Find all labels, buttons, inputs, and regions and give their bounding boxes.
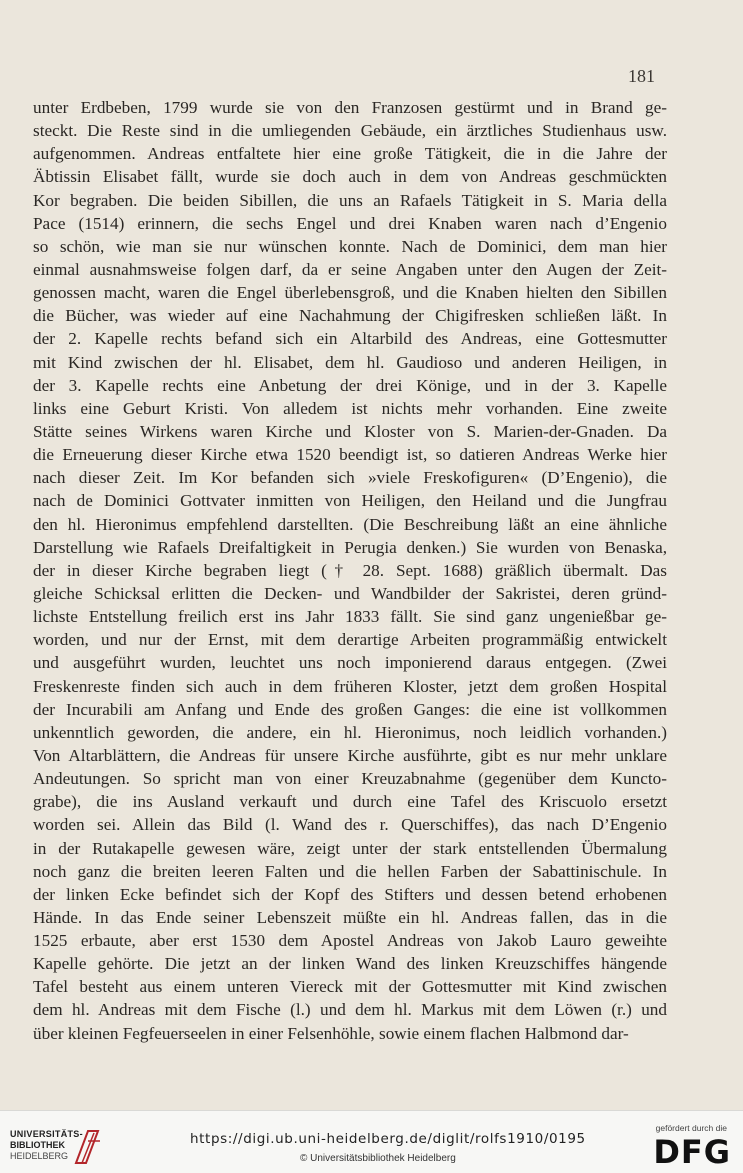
text-line: Pace (1514) erinnern, die sechs Engel und drei Knaben waren nach d’Engenio xyxy=(33,213,667,233)
library-name-line3: HEIDELBERG xyxy=(10,1151,69,1161)
text-line: der in dieser Kirche begraben liegt († 28. Sept. 1688) gräßlich übermalt. Das xyxy=(33,560,667,580)
text-line: die Erneuerung dieser Kirche etwa 1520 beendigt ist, so datieren Andreas Werke hier xyxy=(33,445,667,465)
text-line: nach de Dominici Gottvater inmitten von Heiligen, den Heiland und die Jungfrau xyxy=(33,491,667,511)
text-line: genossen macht, waren die Engel überlebensgroß, und die Knaben hielten den Sibillen xyxy=(33,283,667,303)
text-line: Stätte seines Wirkens waren Kirche und Kloster von S. Marien-der-Gnaden. Da xyxy=(33,421,667,441)
text-line: aufgenommen. Andreas entfaltete hier eine große Tätigkeit, die in die Jahre der xyxy=(33,144,667,164)
text-line: gleiche Schicksal erlitten die Decken- und Wandbilder der Sakristei, deren gründ- xyxy=(33,583,667,603)
page-number: 181 xyxy=(628,66,655,86)
funding-note: gefördert durch die xyxy=(655,1123,727,1133)
text-line: unter Erdbeben, 1799 wurde sie von den Franzosen gestürmt und in Brand ge- xyxy=(33,98,667,117)
text-line: so schön, wie man sie nur wünschen konnte. Nach de Dominici, dem man hier xyxy=(33,236,667,256)
text-line: worden, und nur der Ernst, mit dem derartige Arbeiten programmäßig entwickelt xyxy=(33,630,667,650)
text-line: einmal ausnahmsweise folgen darf, da er seine Angaben unter den Augen der Zeit- xyxy=(33,259,667,279)
text-line: die Bücher, was wieder auf eine Nachahmung der Chigifresken schließen läßt. In xyxy=(33,306,667,326)
copyright-notice: © Universitätsbibliothek Heidelberg xyxy=(300,1153,456,1164)
text-line: 1525 erbaute, aber erst 1530 dem Apostel Andreas von Jakob Lauro geweihte xyxy=(33,931,667,951)
text-line: Freskenreste finden sich auch in dem früheren Kloster, jetzt dem großen Hospital xyxy=(33,676,667,696)
text-line: den hl. Hieronimus empfehlend darstellten. (Die Beschreibung läßt an eine ähnliche xyxy=(33,514,667,534)
text-line: steckt. Die Reste sind in die umliegenden Gebäude, ein ärztliches Studienhaus usw. xyxy=(33,121,667,141)
text-line: Äbtissin Elisabet fällt, wurde sie doch auch in dem von Andreas geschmückten xyxy=(33,167,667,187)
text-line: unkenntlich geworden, die andere, ein hl. Hieronimus, noch leidlich vorhanden.) xyxy=(33,722,667,742)
text-line: der Incurabili am Anfang und Ende des großen Ganges: die eine ist vollkommen xyxy=(33,699,667,719)
text-line: nach dieser Zeit. Im Kor befanden sich »viele Freskofiguren« (D’Engenio), die xyxy=(33,468,667,488)
permalink-url[interactable]: https://digi.ub.uni-heidelberg.de/diglit/rolfs1910/0195 xyxy=(190,1131,586,1147)
text-line: Hände. In das Ende seiner Lebenszeit müßte ein hl. Andreas fallen, das in die xyxy=(33,907,667,927)
text-line: grabe), die ins Ausland verkauft und durch eine Tafel des Kriscuolo ersetzt xyxy=(33,792,667,812)
body-text xyxy=(33,96,667,1045)
text-line: dem hl. Andreas mit dem Fische (l.) und dem hl. Markus mit dem Löwen (r.) und xyxy=(33,1000,667,1020)
text-line: Kapelle gehörte. Die jetzt an der linken Wand des linken Kreuzschiffes hängende xyxy=(33,954,667,974)
text-line: der 2. Kapelle rechts befand sich ein Altarbild des Andreas, eine Gottesmutter xyxy=(33,329,667,349)
text-line: Darstellung wie Rafaels Dreifaltigkeit in Perugia denken.) Sie wurden von Benaska, xyxy=(33,537,667,557)
text-line: in der Rutakapelle gewesen wäre, zeigt unter der stark entstellenden Übermalung xyxy=(33,838,667,858)
text-line: Andeutungen. So spricht man von einer Kreuzabnahme (gegenüber dem Kuncto- xyxy=(33,769,667,789)
text-line: der 3. Kapelle rechts eine Anbetung der drei Könige, und in der 3. Kapelle xyxy=(33,375,667,395)
text-line: Von Altarblättern, die Andreas für unsere Kirche ausführte, gibt es nur mehr unklare xyxy=(33,745,667,765)
text-line: lichste Entstellung freilich erst ins Jahr 1833 fällt. Sie sind ganz ungenießbar ge- xyxy=(33,607,667,627)
library-name-line2: BIBLIOTHEK xyxy=(10,1140,65,1150)
text-line: mit Kind zwischen der hl. Elisabet, dem hl. Gaudioso und anderen Heiligen, in xyxy=(33,352,667,372)
library-name-line1: UNIVERSITÄTS- xyxy=(10,1129,83,1139)
dfg-logo[interactable]: DFG xyxy=(653,1133,731,1171)
text-line: noch ganz die breiten leeren Falten und die hellen Farben der Sabattinischule. In xyxy=(33,861,667,881)
text-line: und ausgeführt wurden, leuchtet uns noch imponierend daraus entgegen. (Zwei xyxy=(33,653,667,673)
text-line: Tafel besteht aus einem unteren Viereck mit der Gottesmutter mit Kind zwischen xyxy=(33,977,667,997)
text-line: Kor begraben. Die beiden Sibillen, die uns an Rafaels Tätigkeit in S. Maria della xyxy=(33,190,667,210)
text-line: links eine Geburt Kristi. Von alledem ist nichts mehr vorhanden. Eine zweite xyxy=(33,398,667,418)
text-line: der linken Ecke befindet sich der Kopf des Stifters und dessen betend erhobenen xyxy=(33,884,667,904)
viewer-footer xyxy=(0,1110,743,1173)
text-line: über kleinen Fegfeuerseelen in einer Felsenhöhle, sowie einem flachen Halbmond dar- xyxy=(33,1023,629,1043)
text-line: worden sei. Allein das Bild (l. Wand des r. Querschiffes), das nach D’Engenio xyxy=(33,815,667,835)
library-logo-icon xyxy=(72,1127,102,1165)
